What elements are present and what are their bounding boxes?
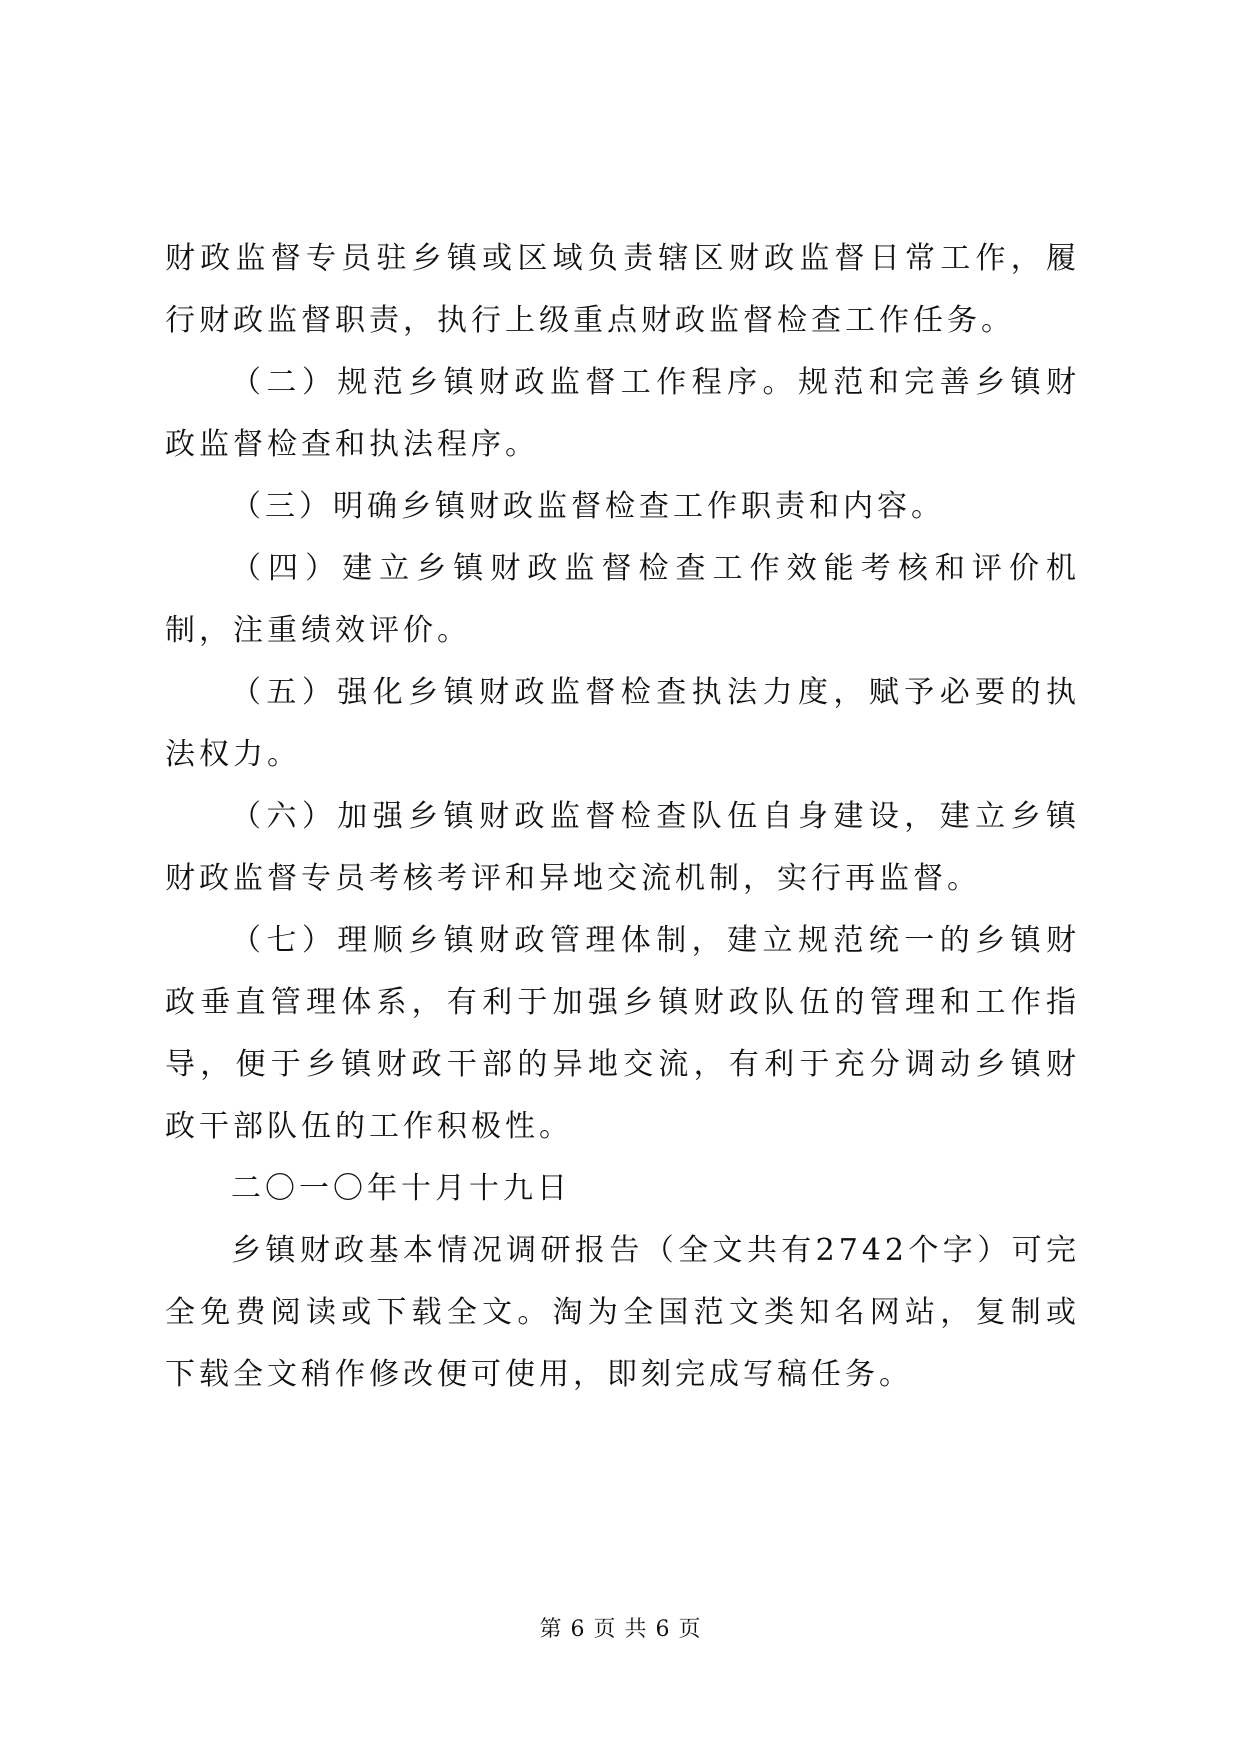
closing-note: 乡镇财政基本情况调研报告（全文共有2742个字）可完全免费阅读或下载全文。淘为全国范文类知名网站，复制或下载全文稍作修改便可使用，即刻完成写稿任务。 — [165, 1233, 1080, 1392]
date-line: 二〇一〇年十月十九日 — [231, 1171, 571, 1206]
paragraph-item-2: （二）规范乡镇财政监督工作程序。规范和完善乡镇财政监督检查和执法程序。 — [165, 365, 1080, 462]
page-footer: 第 6 页 共 6 页 — [539, 1617, 702, 1642]
document-body — [165, 228, 1080, 1406]
paragraph-item-6: （六）加强乡镇财政监督检查队伍自身建设，建立乡镇财政监督专员考核考评和异地交流机制，实行再监督。 — [165, 799, 1080, 896]
paragraph-item-7: （七）理顺乡镇财政管理体制，建立规范统一的乡镇财政垂直管理体系，有利于加强乡镇财政队伍的管理和工作指导，便于乡镇财政干部的异地交流，有利于充分调动乡镇财政干部队伍的工作积极性。 — [165, 923, 1080, 1144]
paragraph-item-4: （四）建立乡镇财政监督检查工作效能考核和评价机制，注重绩效评价。 — [165, 551, 1080, 648]
paragraph-item-5: （五）强化乡镇财政监督检查执法力度，赋予必要的执法权力。 — [165, 675, 1080, 772]
paragraph-intro: 财政监督专员驻乡镇或区域负责辖区财政监督日常工作，履行财政监督职责，执行上级重点财政监督检查工作任务。 — [165, 241, 1080, 338]
paragraph-item-3: （三）明确乡镇财政监督检查工作职责和内容。 — [231, 489, 945, 524]
